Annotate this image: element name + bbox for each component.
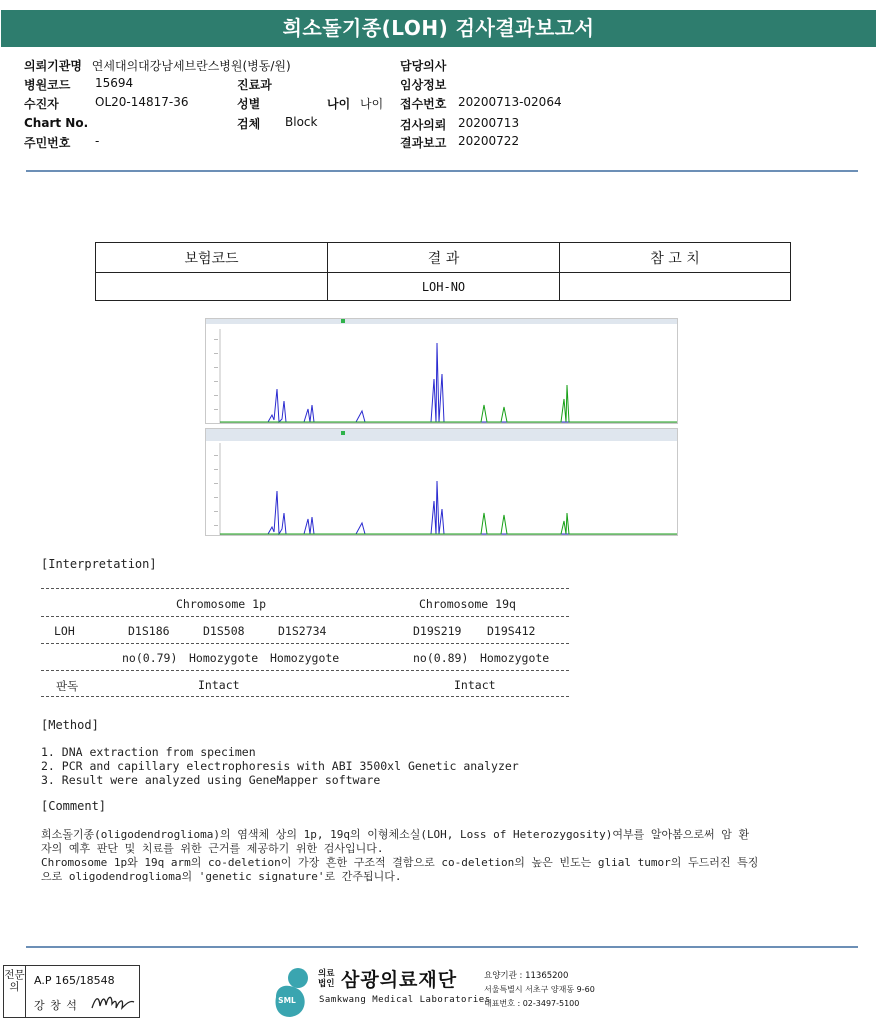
hospital-code-row (24, 76, 134, 93)
method-line: 3. Result were analyzed using GeneMapper software (41, 773, 381, 787)
chart-no-label: Chart No. (24, 116, 89, 130)
doctor-label: 담당의사 (400, 59, 447, 73)
sml-logo-icon (268, 965, 314, 1019)
footer-divider (26, 946, 858, 948)
ap-number: A.P 165/18548 (34, 974, 115, 987)
institution-value: 연세대의대강남세브란스병원(병동/원) (91, 59, 291, 73)
comment-heading: [Comment] (41, 799, 107, 813)
dash-rule (41, 643, 569, 644)
age-value: 나이 (360, 97, 384, 111)
electropherogram-normal (205, 318, 678, 424)
dash-rule (41, 588, 569, 589)
stamp-label: 전문의 (4, 966, 26, 1017)
report-title: 희소돌기종(LOH) 검사결과보고서 (1, 10, 876, 47)
value-d19s219: no(0.89) (413, 651, 469, 665)
judgement-1p: Intact (198, 678, 240, 692)
specimen-label: 검체 (237, 117, 261, 131)
clinical-row (400, 76, 446, 93)
clinical-label: 임상정보 (400, 78, 447, 92)
receipt-value: 20200713-02064 (458, 95, 562, 109)
sml-abbr: SML (278, 996, 296, 1005)
org-code: 요양기관 : 11365200 (484, 971, 569, 981)
pathologist-name: 강 창 석 (34, 999, 78, 1012)
report-date-value: 20200722 (458, 134, 520, 148)
request-label: 검사의뢰 (400, 118, 447, 132)
value-d1s186: no(0.79) (122, 651, 178, 665)
dash-rule (41, 670, 569, 671)
insurance-code-header: 보험코드 (96, 243, 328, 273)
reference-cell (560, 273, 791, 301)
patient-value: OL20-14817-36 (95, 95, 189, 109)
dept-label: 진료과 (237, 78, 272, 92)
doctor-row (400, 57, 446, 74)
report-date-label: 결과보고 (400, 136, 447, 150)
hospital-code-value: 15694 (95, 76, 134, 90)
receipt-label: 접수번호 (400, 97, 447, 111)
org-address: 서울특별시 서초구 양재동 9-60 (484, 985, 595, 994)
judgement-19q: Intact (454, 678, 496, 692)
chromosome-1p-label: Chromosome 1p (176, 597, 267, 611)
method-heading: [Method] (41, 718, 99, 732)
marker-d19s219: D19S219 (413, 624, 462, 638)
dash-rule (41, 616, 569, 617)
institution-label: 의뢰기관명 (24, 59, 82, 73)
comment-line: Chromosome 1p와 19q arm의 co-deletion이 가장 흔한 구조적 결함으로 co-deletion의 높은 빈도는 glial tumor의 두드러진 특징 (41, 856, 759, 869)
patient-label: 수진자 (24, 97, 59, 111)
rrn-value: - (95, 134, 100, 148)
dept-row (237, 76, 272, 93)
org-prefix: 의료 법인 (318, 969, 335, 989)
pathologist-stamp (3, 965, 140, 1018)
marker-d1s508: D1S508 (203, 624, 245, 638)
result-header: 결 과 (328, 243, 560, 273)
reference-header: 참 고 치 (560, 243, 791, 273)
rrn-label: 주민번호 (24, 136, 71, 150)
org-name: 삼광의료재단 (341, 969, 458, 991)
receipt-row (400, 95, 562, 112)
loh-label: LOH (54, 624, 75, 638)
specimen-value: Block (285, 115, 318, 129)
org-name-en: Samkwang Medical Laboratories (319, 995, 491, 1005)
patient-row (24, 95, 189, 112)
comment-line: 으로 oligodendroglioma의 'genetic signature'로 간주됩니다. (41, 870, 402, 883)
comment-line: 자의 예후 판단 및 치료를 위한 근거를 제공하기 위한 검사입니다. (41, 842, 384, 855)
sex-label: 성별 (237, 97, 261, 111)
chart-no-row (24, 116, 88, 130)
insurance-code-cell (96, 273, 328, 301)
request-value: 20200713 (458, 116, 520, 130)
result-table (95, 242, 791, 301)
sex-row (237, 95, 260, 112)
header-divider (26, 170, 858, 172)
specimen-row (237, 115, 318, 132)
dash-rule (41, 696, 569, 697)
value-d19s412: Homozygote (480, 651, 550, 665)
org-phone: 대표번호 : 02-3497-5100 (484, 999, 580, 1008)
result-cell: LOH-NO (328, 273, 560, 301)
signature-icon (90, 990, 136, 1014)
value-d1s508: Homozygote (189, 651, 259, 665)
method-line: 1. DNA extraction from specimen (41, 745, 256, 759)
comment-line: 희소돌기종(oligodendroglioma)의 염색체 상의 1p, 19q의 이형체소실(LOH, Loss of Heterozygosity)여부를 알아봄으로써 암 환 (41, 828, 750, 841)
age-row (327, 95, 383, 112)
marker-d19s412: D19S412 (487, 624, 536, 638)
rrn-row (24, 134, 100, 151)
value-d1s2734: Homozygote (270, 651, 340, 665)
interpretation-heading: [Interpretation] (41, 557, 157, 571)
method-line: 2. PCR and capillary electrophoresis with ABI 3500xl Genetic analyzer (41, 759, 519, 773)
chromosome-19q-label: Chromosome 19q (419, 597, 516, 611)
report-date-row (400, 134, 520, 151)
judgement-label: 판독 (56, 679, 79, 693)
hospital-code-label: 병원코드 (24, 78, 71, 92)
marker-d1s2734: D1S2734 (278, 624, 327, 638)
age-label: 나이 (327, 97, 351, 111)
marker-d1s186: D1S186 (128, 624, 170, 638)
org-logo (268, 963, 608, 1023)
request-row (400, 116, 520, 133)
electropherogram-tumor (205, 428, 678, 536)
institution-row (24, 57, 291, 74)
